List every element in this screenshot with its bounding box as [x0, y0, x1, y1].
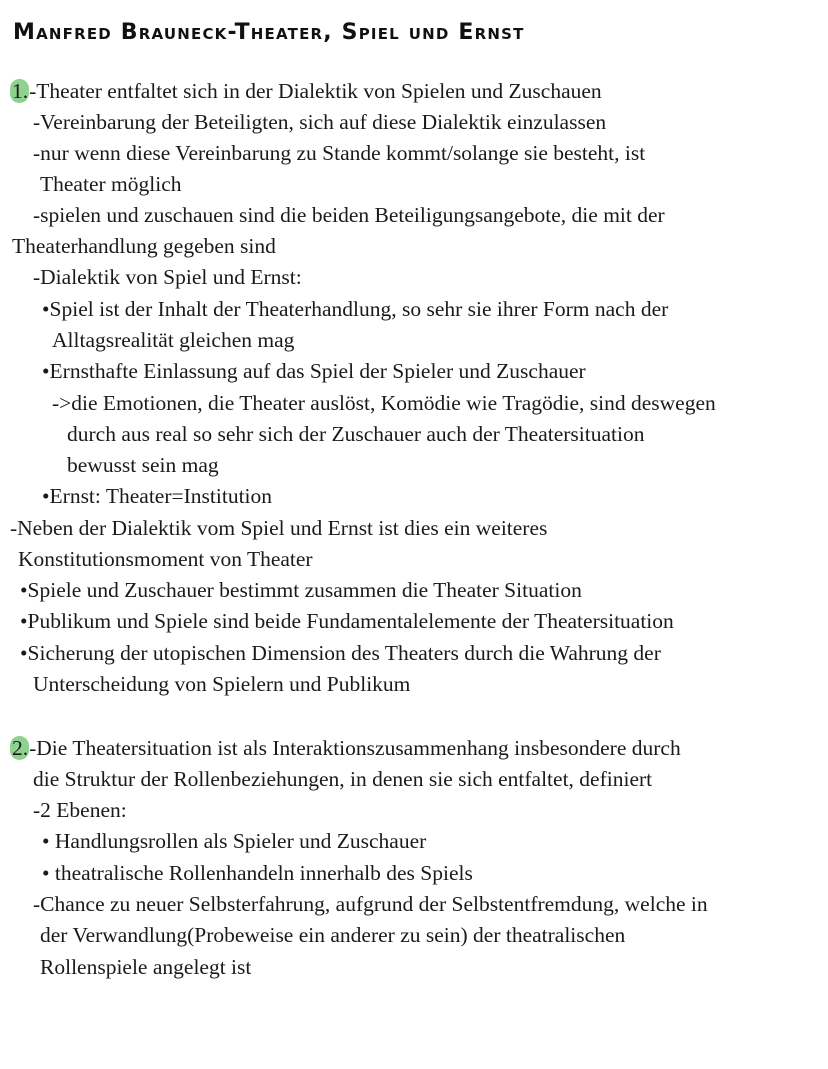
text-line: Alltagsrealität gleichen mag [52, 328, 295, 352]
bullet-line: • theatralische Rollenhandeln innerhalb des Spiels [42, 861, 473, 885]
text-line: -Chance zu neuer Selbsterfahrung, aufgrund der Selbstentfremdung, welche in [33, 892, 708, 916]
bullet-line: • Handlungsrollen als Spieler und Zuschauer [42, 829, 427, 853]
text-line: -nur wenn diese Vereinbarung zu Stande kommt/solange sie besteht, ist [33, 141, 646, 165]
section-2-first-line [10, 735, 681, 761]
text-line: ->die Emotionen, die Theater auslöst, Komödie wie Tragödie, sind deswegen [52, 391, 716, 415]
document-title: Manfred Brauneck-Theater, Spiel und Ernst [13, 20, 525, 45]
section-number-highlight: 1. [12, 79, 29, 103]
bullet-line: •Ernst: Theater=Institution [42, 484, 273, 508]
text-line: Rollenspiele angelegt ist [40, 955, 252, 979]
bullet-line: •Spiel ist der Inhalt der Theaterhandlung, so sehr sie ihrer Form nach der [42, 297, 669, 321]
text-line: Unterscheidung von Spielern und Publikum [33, 672, 411, 696]
text-line: die Struktur der Rollenbeziehungen, in denen sie sich entfaltet, definiert [33, 767, 653, 791]
bullet-line: •Publikum und Spiele sind beide Fundamentalelemente der Theatersituation [20, 609, 674, 633]
text-line: -Vereinbarung der Beteiligten, sich auf diese Dialektik einzulassen [33, 110, 607, 134]
text-line: -spielen und zuschauen sind die beiden Beteiligungsangebote, die mit der [33, 203, 665, 227]
bullet-line: •Spiele und Zuschauer bestimmt zusammen die Theater Situation [20, 578, 582, 602]
text-line: -Neben der Dialektik vom Spiel und Ernst ist dies ein weiteres [10, 516, 548, 540]
text-line: -Dialektik von Spiel und Ernst: [33, 265, 302, 289]
text-line: -Die Theatersituation ist als Interaktionszusammenhang insbesondere durch [29, 736, 681, 760]
text-line: -Theater entfaltet sich in der Dialektik von Spielen und Zuschauen [29, 79, 602, 103]
text-line: Theater möglich [40, 172, 182, 196]
text-line: der Verwandlung(Probeweise ein anderer zu sein) der theatralischen [40, 923, 626, 947]
text-line: Konstitutionsmoment von Theater [18, 547, 313, 571]
text-line: Theaterhandlung gegeben sind [12, 234, 276, 258]
section-number-highlight: 2. [12, 736, 29, 760]
text-line: bewusst sein mag [67, 453, 219, 477]
text-line: -2 Ebenen: [33, 798, 127, 822]
text-line: durch aus real so sehr sich der Zuschauer auch der Theatersituation [67, 422, 645, 446]
section-1-first-line [10, 78, 602, 104]
bullet-line: •Sicherung der utopischen Dimension des Theaters durch die Wahrung der [20, 641, 661, 665]
bullet-line: •Ernsthafte Einlassung auf das Spiel der Spieler und Zuschauer [42, 359, 586, 383]
